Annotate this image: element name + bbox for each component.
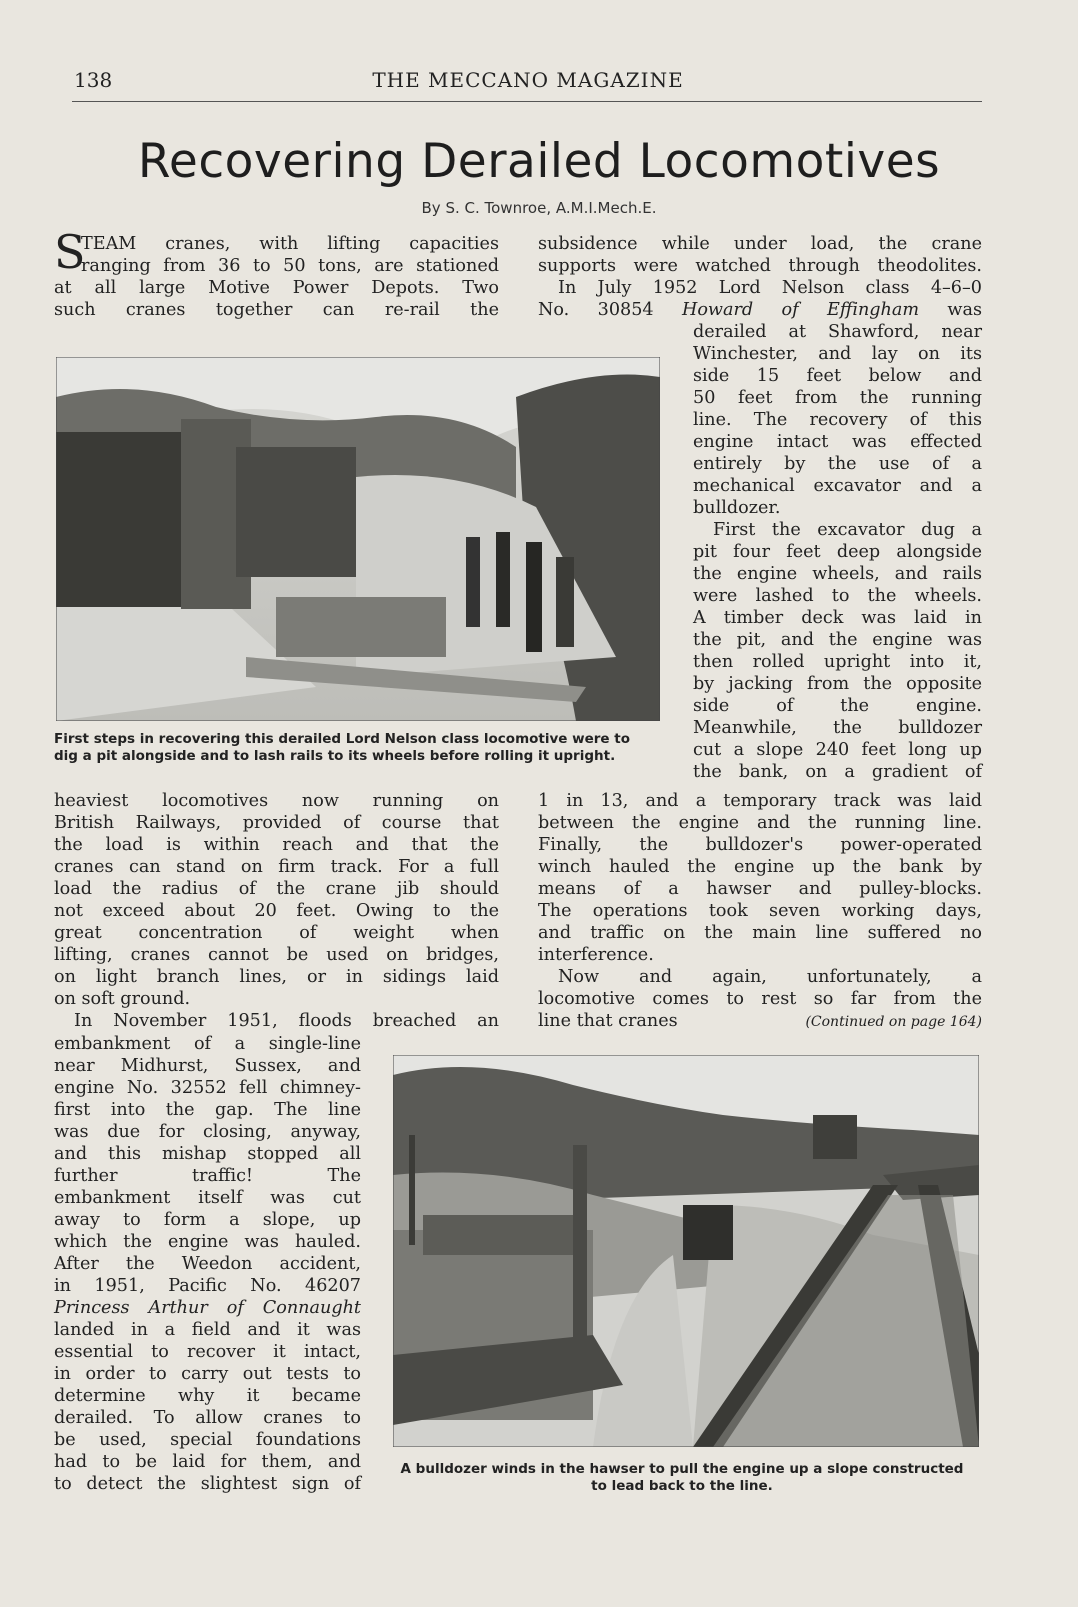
top-photo-caption: First steps in recovering this derailed Lord Nelson class locomotive were to dig a pit alongside and to lash rails to its wheels before rolling it upright. — [54, 731, 631, 764]
col1-intro: TEAM cranes, with lifting capacities ranging from 36 to 50 tons, are stationed at all large Motive Power Depots. Two such cranes together can re-rail the — [54, 234, 499, 320]
col2-wrap-text: derailed at Shawford, near Winchester, and lay on its side 15 feet below and 50 feet from the running line. The recovery of this engine intact was effected entirely by the use of a mechanical excavator and a bulldozer. First the excavator dug a pit four feet deep alongside the engine wheels, and rails were lashed to the wheels. A timber deck was laid in the pit, and the engine was then rolled upright into it, by jacking from the opposite side of the engine. Meanwhile, the bulldozer cut a slope 240 feet long up the bank, on a gradient of — [693, 322, 982, 782]
col2-intro: subsidence while under load, the crane supports were watched through theodolites. In July 1952 Lord Nelson class 4–6–0 No. 30854 Howard of Effingham was — [538, 234, 982, 320]
col1-mid-text: heaviest locomotives now running on British Railways, provided of course that the load is within reach and that the cranes can stand on firm track. For a full load the radius of the crane jib should not exceed about 20 feet. Owing to the great concentration of weight when lifting, cranes cannot be used on bridges, on light branch lines, or in sidings laid on soft ground. In November 1951, floods breached an — [54, 791, 499, 1031]
photo-derailed-locomotive — [56, 357, 660, 721]
page-number: 138 — [74, 68, 113, 92]
article-byline: By S. C. Townroe, A.M.I.Mech.E. — [421, 199, 657, 217]
drop-cap: S — [54, 225, 86, 279]
article-title: Recovering Derailed Locomotives — [137, 134, 941, 189]
running-header — [74, 68, 982, 94]
header-rule — [72, 101, 982, 102]
bulldozer-photo-image — [393, 1055, 979, 1447]
loco-name-text: Howard of Effingham — [682, 300, 920, 320]
bottom-photo-caption: A bulldozer winds in the hawser to pull the engine up a slope constructed to lead back to the line. — [400, 1461, 964, 1494]
photo-bulldozer-recovery — [393, 1055, 979, 1447]
continued-note: (Continued on page 164) — [805, 1014, 982, 1030]
magazine-title: THE MECCANO MAGAZINE — [372, 68, 684, 92]
col2-mid-text: 1 in 13, and a temporary track was laid between the engine and the running line. Finally, the bulldozer's power-operated winch hauled the engine up the bank by means of a hawser and pulley-blocks. The operations took seven working days, and traffic on the main line suffered no interference. Now and again, unfortunately, a locomotive comes to rest so far from the line that cranes (Continued on page 164) — [538, 791, 982, 1031]
col1-bottom-text: embankment of a single-line near Midhurst, Sussex, and engine No. 32552 fell chimney- first into the gap. The line was due for closing, anyway, and this mishap stopped all further traffic! The embankment itself was cut away to form a slope, up which the engine was hauled. After the Weedon accident, in 1951, Pacific No. 46207 Princess Arthur of Connaught landed in a field and it was essential to recover it intact, in order to carry out tests to determine why it became derailed. To allow cranes to be used, special foundations had to be laid for them, and to detect the slightest sign of — [54, 1034, 361, 1494]
derailed-locomotive-photo-image — [56, 357, 660, 721]
loco-number-text: No. 30854 — [538, 300, 654, 320]
